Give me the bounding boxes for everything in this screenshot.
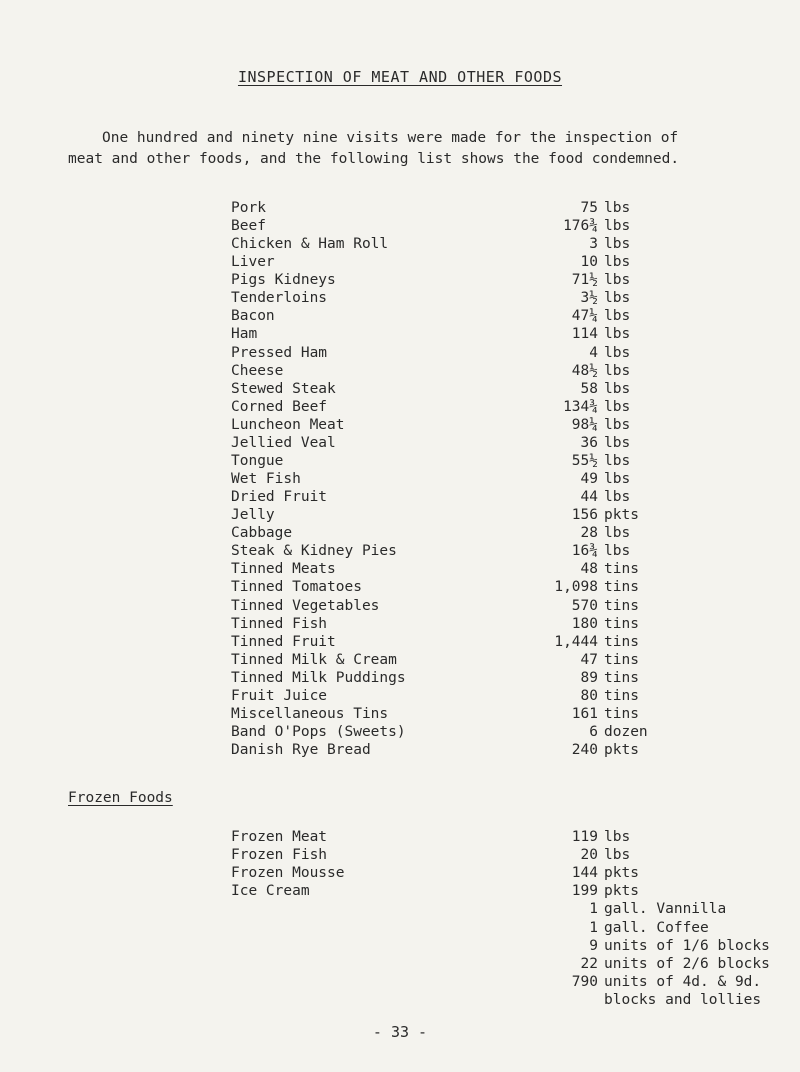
food-quantity: 1 <box>589 919 598 936</box>
food-name: Pigs Kidneys <box>231 272 336 289</box>
table-row <box>0 742 800 762</box>
food-unit: lbs <box>604 829 631 845</box>
table-row <box>0 399 800 419</box>
food-unit: lbs <box>604 254 631 271</box>
food-quantity: 3 <box>589 236 598 253</box>
food-quantity: 119 <box>571 829 598 845</box>
food-unit: lbs <box>604 452 631 469</box>
food-quantity: 49 <box>580 471 598 488</box>
table-row <box>0 974 800 994</box>
food-name: Ice Cream <box>231 883 310 900</box>
food-quantity: 48 <box>580 561 598 578</box>
food-quantity: 44 <box>580 489 598 506</box>
food-name: Tinned Fruit <box>231 633 336 650</box>
food-quantity: 1,444 <box>554 633 598 650</box>
food-quantity: 180 <box>571 615 598 632</box>
table-row <box>0 435 800 455</box>
food-unit: blocks and lollies <box>604 991 762 1008</box>
food-name: Danish Rye Bread <box>231 742 371 759</box>
table-row <box>0 598 800 618</box>
food-name: Corned Beef <box>231 398 328 415</box>
food-quantity: 114 <box>571 326 598 343</box>
table-row <box>0 706 800 726</box>
food-name: Cheese <box>231 362 284 379</box>
food-unit: lbs <box>604 543 631 560</box>
food-unit: pkts <box>604 883 639 900</box>
food-unit: lbs <box>604 326 631 343</box>
food-unit: lbs <box>604 308 631 325</box>
food-unit: units of 4d. & 9d. <box>604 973 762 990</box>
table-row <box>0 308 800 328</box>
food-unit: lbs <box>604 489 631 506</box>
table-row <box>0 883 800 903</box>
food-unit: lbs <box>604 236 631 253</box>
food-name: Tinned Milk & Cream <box>231 651 397 668</box>
food-unit: lbs <box>604 525 631 542</box>
food-unit: lbs <box>604 344 631 361</box>
table-row <box>0 543 800 563</box>
food-unit: lbs <box>604 380 631 397</box>
food-quantity: 47¼ <box>571 308 598 325</box>
food-unit: tins <box>604 669 639 686</box>
food-name: Steak & Kidney Pies <box>231 543 397 560</box>
food-name: Cabbage <box>231 525 293 542</box>
food-unit: lbs <box>604 218 631 235</box>
table-row <box>0 326 800 346</box>
food-name: Luncheon Meat <box>231 416 345 433</box>
food-name: Dried Fruit <box>231 489 328 506</box>
food-quantity: 16¾ <box>571 543 598 560</box>
table-row <box>0 829 800 849</box>
food-quantity: 570 <box>571 597 598 614</box>
food-quantity: 134¾ <box>563 398 598 415</box>
food-unit: units of 2/6 blocks <box>604 955 770 972</box>
food-unit: lbs <box>604 847 631 864</box>
table-row <box>0 616 800 636</box>
food-name: Fruit Juice <box>231 687 328 704</box>
food-name: Jelly <box>231 507 275 524</box>
food-unit: tins <box>604 705 639 722</box>
table-row <box>0 345 800 365</box>
food-unit: lbs <box>604 290 631 307</box>
table-row <box>0 417 800 437</box>
food-name: Liver <box>231 254 275 271</box>
food-name: Pork <box>231 200 266 216</box>
food-quantity: 4 <box>589 344 598 361</box>
food-quantity: 1 <box>589 901 598 918</box>
food-unit: tins <box>604 561 639 578</box>
table-row <box>0 363 800 383</box>
table-row <box>0 724 800 744</box>
food-quantity: 156 <box>571 507 598 524</box>
food-unit: tins <box>604 579 639 596</box>
food-quantity: 790 <box>571 973 598 990</box>
table-row <box>0 865 800 885</box>
table-row <box>0 956 800 976</box>
food-unit: lbs <box>604 200 631 216</box>
food-quantity: 55½ <box>571 452 598 469</box>
food-unit: tins <box>604 597 639 614</box>
table-row <box>0 471 800 491</box>
food-unit: tins <box>604 687 639 704</box>
food-quantity: 1,098 <box>554 579 598 596</box>
table-row <box>0 688 800 708</box>
food-name: Tenderloins <box>231 290 328 307</box>
food-quantity: 75 <box>580 200 598 216</box>
food-quantity: 36 <box>580 434 598 451</box>
table-row <box>0 938 800 958</box>
food-name: Tongue <box>231 452 284 469</box>
food-name: Miscellaneous Tins <box>231 705 389 722</box>
food-name: Stewed Steak <box>231 380 336 397</box>
food-quantity: 10 <box>580 254 598 271</box>
table-row <box>0 561 800 581</box>
food-name: Wet Fish <box>231 471 301 488</box>
table-row <box>0 920 800 940</box>
food-unit: lbs <box>604 272 631 289</box>
food-name: Chicken & Ham Roll <box>231 236 389 253</box>
food-unit: tins <box>604 651 639 668</box>
food-name: Tinned Tomatoes <box>231 579 362 596</box>
table-row <box>0 670 800 690</box>
food-quantity: 20 <box>580 847 598 864</box>
food-quantity: 98¼ <box>571 416 598 433</box>
table-row <box>0 453 800 473</box>
table-row <box>0 901 800 921</box>
food-unit: lbs <box>604 362 631 379</box>
food-quantity: 80 <box>580 687 598 704</box>
food-quantity: 58 <box>580 380 598 397</box>
food-name: Ham <box>231 326 258 343</box>
table-row <box>0 579 800 599</box>
food-name: Frozen Fish <box>231 847 328 864</box>
table-row <box>0 847 800 867</box>
food-quantity: 199 <box>571 883 598 900</box>
food-unit: lbs <box>604 416 631 433</box>
food-name: Tinned Vegetables <box>231 597 380 614</box>
food-name: Frozen Meat <box>231 829 328 845</box>
table-row <box>0 992 800 1012</box>
food-name: Frozen Mousse <box>231 865 345 882</box>
food-name: Jellied Veal <box>231 434 336 451</box>
food-quantity: 47 <box>580 651 598 668</box>
food-name: Beef <box>231 218 266 235</box>
table-row <box>0 254 800 274</box>
food-unit: units of 1/6 blocks <box>604 937 770 954</box>
food-name: Band O'Pops (Sweets) <box>231 724 406 741</box>
intro-line-1: One hundred and ninety nine visits were made for the inspection of <box>102 130 679 146</box>
food-quantity: 28 <box>580 525 598 542</box>
table-row <box>0 652 800 672</box>
food-unit: lbs <box>604 434 631 451</box>
food-unit: tins <box>604 615 639 632</box>
frozen-foods-heading: Frozen Foods <box>68 790 173 806</box>
food-unit: pkts <box>604 742 639 759</box>
food-quantity: 48½ <box>571 362 598 379</box>
food-quantity: 9 <box>589 937 598 954</box>
food-unit: pkts <box>604 507 639 524</box>
food-quantity: 3½ <box>580 290 598 307</box>
table-row <box>0 634 800 654</box>
food-name: Tinned Milk Puddings <box>231 669 406 686</box>
intro-line-2: meat and other foods, and the following list shows the food condemned. <box>68 151 680 167</box>
food-quantity: 22 <box>580 955 598 972</box>
food-name: Tinned Meats <box>231 561 336 578</box>
page-number: - 33 - <box>372 1023 428 1041</box>
food-quantity: 161 <box>571 705 598 722</box>
food-quantity: 144 <box>571 865 598 882</box>
food-name: Bacon <box>231 308 275 325</box>
food-unit: dozen <box>604 724 648 741</box>
food-unit: pkts <box>604 865 639 882</box>
table-row <box>0 218 800 238</box>
table-row <box>0 525 800 545</box>
food-unit: gall. Vannilla <box>604 901 727 918</box>
food-unit: lbs <box>604 471 631 488</box>
page-title: INSPECTION OF MEAT AND OTHER FOODS <box>237 68 563 86</box>
food-unit: lbs <box>604 398 631 415</box>
food-unit: tins <box>604 633 639 650</box>
food-quantity: 176¾ <box>563 218 598 235</box>
food-name: Pressed Ham <box>231 344 328 361</box>
food-quantity: 240 <box>571 742 598 759</box>
food-quantity: 6 <box>589 724 598 741</box>
table-row <box>0 381 800 401</box>
food-quantity: 71½ <box>571 272 598 289</box>
table-row <box>0 489 800 509</box>
table-row <box>0 507 800 527</box>
food-unit: gall. Coffee <box>604 919 709 936</box>
table-row <box>0 272 800 292</box>
food-name: Tinned Fish <box>231 615 328 632</box>
table-row <box>0 200 800 220</box>
table-row <box>0 236 800 256</box>
table-row <box>0 290 800 310</box>
food-quantity: 89 <box>580 669 598 686</box>
